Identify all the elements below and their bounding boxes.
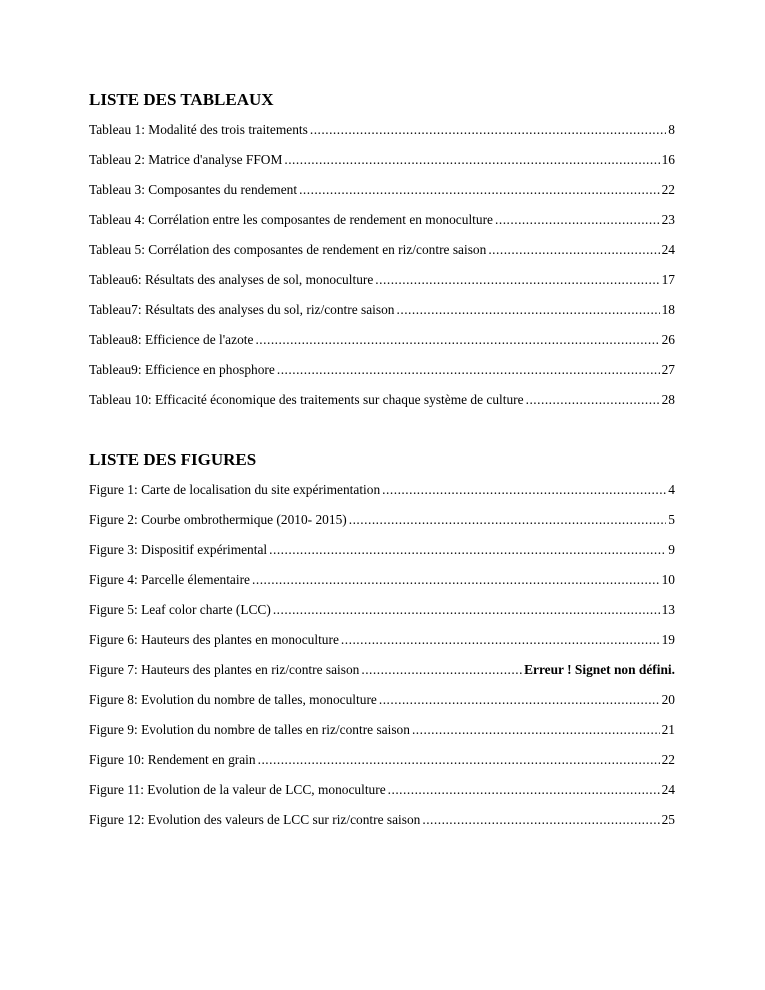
toc-entry-page: 22 [661,182,675,197]
toc-entry-page: 22 [661,752,675,767]
toc-entry-label: Tableau 4: Corrélation entre les composantes de rendement en monoculture [89,212,493,227]
toc-entry[interactable] [89,661,675,691]
toc-entry-label: Tableau8: Efficience de l'azote [89,332,254,347]
toc-entry-label: Tableau6: Résultats des analyses de sol, monoculture [89,272,374,287]
dot-leader [258,751,660,769]
toc-entry[interactable] [89,361,675,391]
dot-leader [375,271,659,289]
toc-entry-label: Tableau 2: Matrice d'analyse FFOM [89,152,283,167]
dot-leader [299,181,660,199]
dot-leader [349,511,667,529]
toc-entry[interactable] [89,601,675,631]
dot-leader [495,211,660,229]
dot-leader [488,241,659,259]
dot-leader [252,571,660,589]
toc-entry-page: 24 [661,782,675,797]
dot-leader [341,631,660,649]
toc-entry-label: Figure 1: Carte de localisation du site expérimentation [89,482,381,497]
toc-entry[interactable] [89,391,675,421]
figures-list-title: LISTE DES FIGURES [89,450,257,469]
toc-entry-page: 8 [668,122,675,137]
dot-leader [422,811,659,829]
toc-entry-page: 10 [661,572,675,587]
dot-leader [412,721,660,739]
dot-leader [284,151,659,169]
figures-list [89,481,675,841]
toc-entry-label: Figure 3: Dispositif expérimental [89,542,268,557]
toc-entry-page: 25 [661,812,675,827]
toc-entry-label: Tableau 3: Composantes du rendement [89,182,298,197]
toc-entry-label: Figure 4: Parcelle élementaire [89,572,250,587]
toc-entry[interactable] [89,481,675,511]
toc-entry-label: Figure 5: Leaf color charte (LCC) [89,602,271,617]
toc-entry[interactable] [89,331,675,361]
tables-list [89,121,675,421]
toc-entry-page: 23 [661,212,675,227]
dot-leader [397,301,660,319]
tables-list-title: LISTE DES TABLEAUX [89,90,274,109]
dot-leader [255,331,659,349]
toc-entry-label: Figure 10: Rendement en grain [89,752,256,767]
toc-entry[interactable] [89,301,675,331]
toc-entry[interactable] [89,751,675,781]
toc-entry-page: 20 [661,692,675,707]
toc-entry-label: Figure 8: Evolution du nombre de talles, monoculture [89,692,377,707]
toc-entry-page: 24 [661,242,675,257]
toc-entry[interactable] [89,721,675,751]
toc-entry-page: 19 [661,632,675,647]
toc-entry-page: 9 [668,542,675,557]
toc-entry-page: 4 [668,482,675,497]
toc-entry[interactable] [89,691,675,721]
toc-entry-label: Figure 9: Evolution du nombre de talles en riz/contre saison [89,722,410,737]
toc-entry[interactable] [89,211,675,241]
toc-entry-page: 28 [661,392,675,407]
dot-leader [379,691,660,709]
toc-entry[interactable] [89,151,675,181]
toc-entry[interactable] [89,271,675,301]
toc-entry[interactable] [89,571,675,601]
dot-leader [388,781,660,799]
toc-entry-page: 13 [661,602,675,617]
toc-entry[interactable] [89,121,675,151]
toc-entry-label: Tableau 10: Efficacité économique des traitements sur chaque système de culture [89,392,524,407]
toc-entry-page: 27 [661,362,675,377]
toc-entry[interactable] [89,811,675,841]
toc-entry-page: 5 [668,512,675,527]
toc-entry-page: 21 [661,722,675,737]
toc-entry[interactable] [89,511,675,541]
dot-leader [277,361,660,379]
toc-entry-label: Tableau9: Efficience en phosphore [89,362,275,377]
toc-entry-page-error: Erreur ! Signet non défini. [524,662,675,677]
toc-entry-label: Figure 7: Hauteurs des plantes en riz/contre saison [89,662,360,677]
toc-entry[interactable] [89,541,675,571]
toc-entry-label: Tableau7: Résultats des analyses du sol, riz/contre saison [89,302,395,317]
dot-leader [382,481,666,499]
toc-entry-label: Figure 11: Evolution de la valeur de LCC, monoculture [89,782,386,797]
toc-entry-page: 16 [661,152,675,167]
dot-leader [526,391,660,409]
toc-entry-label: Figure 6: Hauteurs des plantes en monoculture [89,632,339,647]
toc-entry-page: 17 [661,272,675,287]
toc-entry[interactable] [89,241,675,271]
toc-entry[interactable] [89,631,675,661]
dot-leader [269,541,666,559]
dot-leader [361,661,522,679]
toc-entry-label: Tableau 1: Modalité des trois traitements [89,122,308,137]
toc-entry-label: Figure 12: Evolution des valeurs de LCC sur riz/contre saison [89,812,421,827]
toc-entry-page: 26 [661,332,675,347]
toc-entry[interactable] [89,781,675,811]
dot-leader [310,121,666,139]
toc-entry-label: Figure 2: Courbe ombrothermique (2010- 2015) [89,512,347,527]
toc-entry[interactable] [89,181,675,211]
dot-leader [273,601,660,619]
toc-entry-page: 18 [661,302,675,317]
toc-entry-label: Tableau 5: Corrélation des composantes de rendement en riz/contre saison [89,242,487,257]
